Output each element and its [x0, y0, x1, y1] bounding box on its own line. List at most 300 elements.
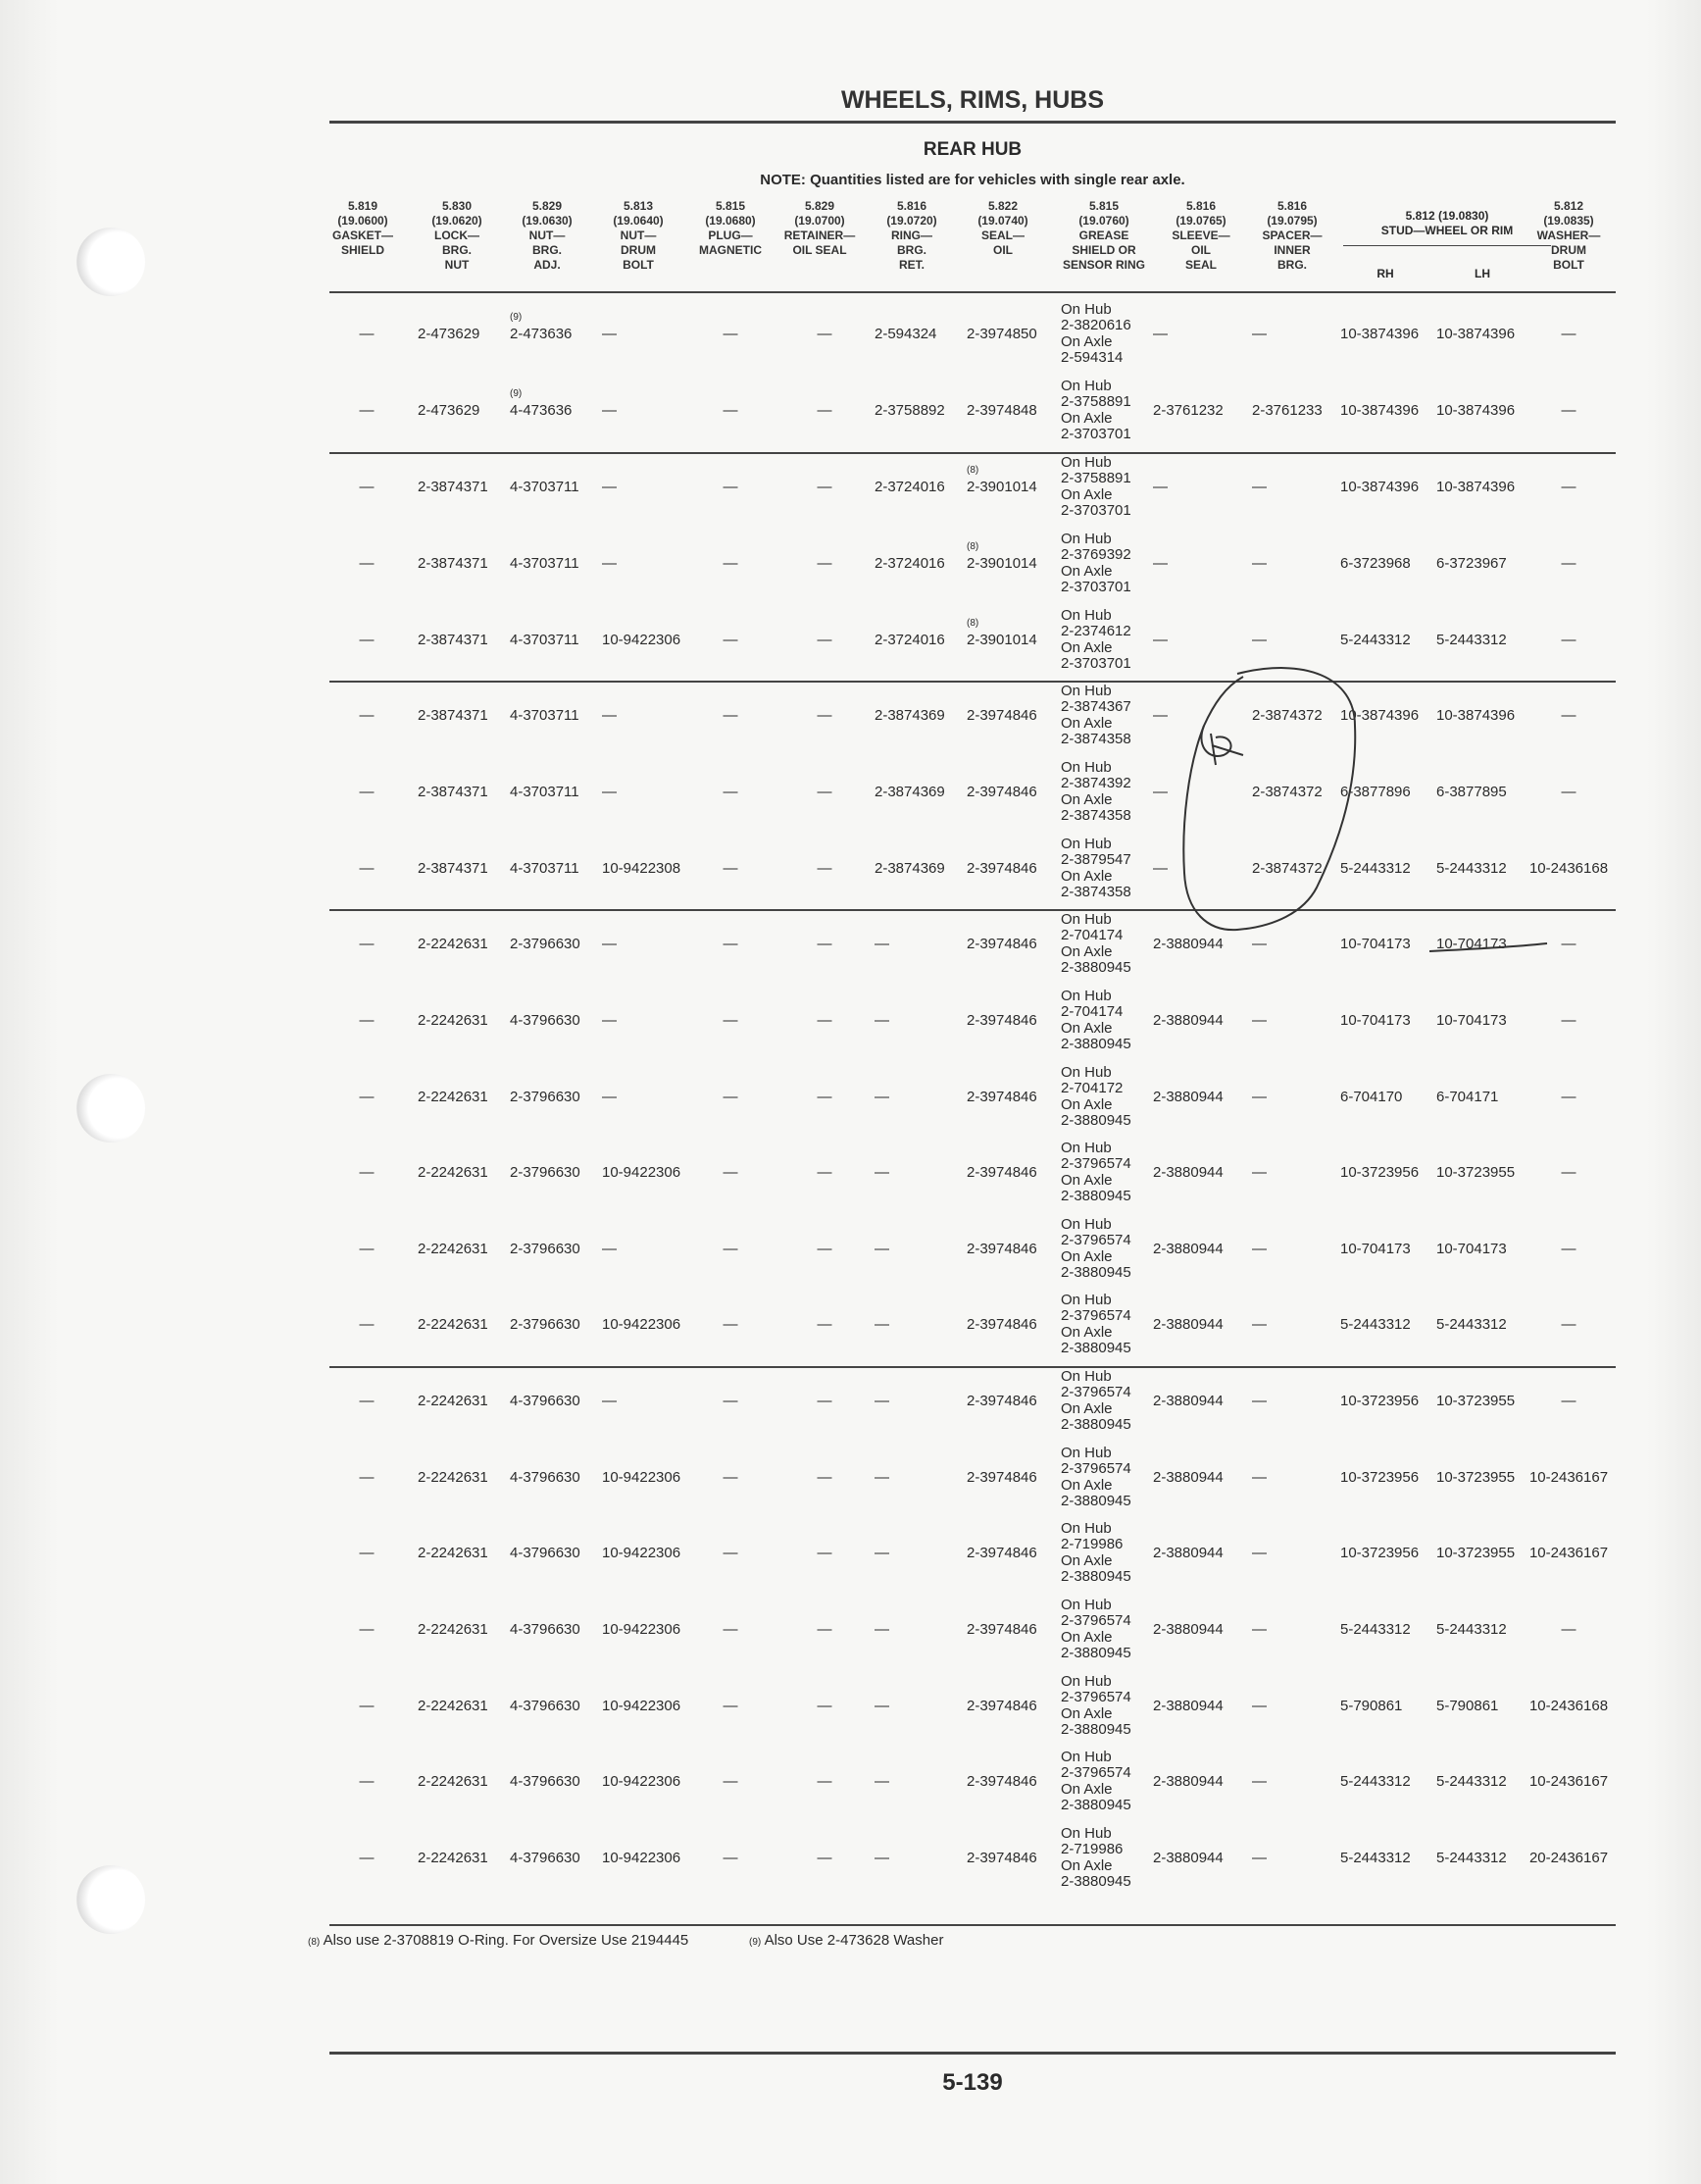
column-header-line: 5.815: [715, 199, 746, 213]
on-hub-label: On Hub: [1061, 1673, 1112, 1690]
cell-spacer: —: [1252, 1469, 1267, 1486]
cell-rh: 10-3723956: [1340, 1469, 1420, 1486]
cell-seal: 2-3974846: [967, 1316, 1037, 1333]
column-header-line: LOCK—: [434, 229, 479, 242]
cell-rh: 5-2443312: [1340, 1850, 1411, 1866]
cell-sleeve: 2-3880944: [1153, 1393, 1224, 1409]
cell-nut-adj: 4-3796630: [510, 1469, 580, 1486]
cell-ring: —: [875, 1316, 889, 1333]
cell-lh: 10-3723955: [1436, 1469, 1516, 1486]
column-header-line: 5.822: [987, 199, 1019, 213]
cell-plug: —: [723, 402, 738, 419]
column-header-line: BRG.: [442, 243, 472, 257]
grease-axle-part: 2-3874358: [1061, 884, 1131, 901]
column-header-line: (19.0680): [705, 214, 756, 228]
grease-hub-part: 2-719986: [1061, 1841, 1124, 1858]
cell-lh: 5-2443312: [1436, 1621, 1507, 1638]
cell-spacer: —: [1252, 1698, 1267, 1714]
cell-seal: 2-3974846: [967, 1164, 1037, 1181]
cell-washer: —: [1561, 479, 1576, 495]
cell-lh: 10-3874396: [1436, 479, 1516, 495]
grease-axle-part: 2-3703701: [1061, 655, 1131, 673]
cell-spacer: —: [1252, 1545, 1267, 1561]
on-axle-label: On Axle: [1061, 1704, 1113, 1722]
column-header-line: ADJ.: [533, 258, 561, 272]
cell-nut-adj: 4-3703711: [510, 860, 579, 877]
column-header-line: 5.813: [623, 199, 654, 213]
on-axle-label: On Axle: [1061, 409, 1113, 427]
cell-locknut: 2-3874371: [418, 784, 488, 800]
cell-ring: —: [875, 1469, 889, 1486]
column-header-line: 5.816: [1185, 199, 1217, 213]
cell-washer: 20-2436167: [1528, 1850, 1609, 1866]
column-header-line: GASKET—: [331, 229, 393, 242]
cell-rh: 5-2443312: [1340, 1621, 1411, 1638]
column-header-line: RET.: [898, 258, 925, 272]
on-hub-label: On Hub: [1061, 759, 1112, 776]
grease-axle-part: 2-594314: [1061, 349, 1124, 367]
cell-ring: —: [875, 1393, 889, 1409]
column-header-line: BRG.: [1277, 258, 1307, 272]
grease-axle-part: 2-3880945: [1061, 1264, 1131, 1282]
cell-spacer: 2-3874372: [1252, 707, 1323, 724]
cell-locknut: 2-3874371: [418, 632, 488, 648]
cell-ring: 2-3874369: [875, 784, 945, 800]
cell-seal: 2-3974846: [967, 1545, 1037, 1561]
cell-sleeve: 2-3880944: [1153, 936, 1224, 952]
cell-retainer: —: [817, 402, 832, 419]
grease-axle-part: 2-3880945: [1061, 1188, 1131, 1205]
column-header-line: DRUM: [621, 243, 656, 257]
cell-plug: —: [723, 1773, 738, 1790]
cell-nut-adj: 2-3796630: [510, 1089, 580, 1105]
cell-washer: —: [1561, 1012, 1576, 1029]
cell-washer: —: [1561, 1621, 1576, 1638]
cell-rh: 10-3874396: [1340, 707, 1420, 724]
cell-rh: 10-3874396: [1340, 402, 1420, 419]
column-header-line: (19.0765): [1176, 214, 1226, 228]
cell-washer: 10-2436167: [1528, 1469, 1609, 1486]
cell-seal: 2-3974846: [967, 784, 1037, 800]
cell-retainer: —: [817, 555, 832, 572]
cell-spacer: —: [1252, 479, 1267, 495]
cell-plug: —: [723, 1393, 738, 1409]
cell-washer: 10-2436168: [1528, 1698, 1609, 1714]
cell-sleeve: —: [1153, 707, 1168, 724]
cell-gasket: —: [359, 1469, 375, 1486]
cell-locknut: 2-2242631: [418, 936, 488, 952]
cell-nut-adj: 4-3796630: [510, 1773, 580, 1790]
cell-retainer: —: [817, 1621, 832, 1638]
on-axle-label: On Axle: [1061, 638, 1113, 656]
cell-nut-adj: 4-3796630: [510, 1698, 580, 1714]
cell-nut-drum: —: [602, 1241, 617, 1257]
grease-hub-part: 2-704174: [1061, 927, 1124, 944]
cell-locknut: 2-2242631: [418, 1393, 488, 1409]
cell-retainer: —: [817, 1469, 832, 1486]
cell-sleeve: 2-3880944: [1153, 1469, 1224, 1486]
cell-washer: 10-2436167: [1528, 1545, 1609, 1561]
cell-ring: —: [875, 936, 889, 952]
grease-axle-part: 2-3880945: [1061, 1416, 1131, 1434]
page-title: WHEELS, RIMS, HUBS: [840, 86, 1105, 114]
cell-gasket: —: [359, 632, 375, 648]
cell-nut-adj: 2-473636: [510, 326, 573, 342]
cell-retainer: —: [817, 860, 832, 877]
on-axle-label: On Axle: [1061, 1247, 1113, 1265]
cell-retainer: —: [817, 707, 832, 724]
cell-rh: 10-3874396: [1340, 326, 1420, 342]
cell-rh: 6-3723968: [1340, 555, 1411, 572]
cell-plug: —: [723, 1698, 738, 1714]
cell-sleeve: 2-3880944: [1153, 1773, 1224, 1790]
column-header-line: (19.0835): [1543, 214, 1594, 228]
cell-nut-drum: —: [602, 784, 617, 800]
grease-hub-part: 2-3796574: [1061, 1689, 1131, 1706]
footnote-text: Also Use 2-473628 Washer: [764, 1932, 944, 1949]
rh-header: RH: [1376, 267, 1394, 280]
cell-ring: —: [875, 1545, 889, 1561]
cell-ring: 2-3724016: [875, 632, 945, 648]
grease-hub-part: 2-3796574: [1061, 1232, 1131, 1249]
cell-seal: 2-3901014: [967, 479, 1037, 495]
cell-washer: —: [1561, 326, 1576, 342]
cell-locknut: 2-2242631: [418, 1012, 488, 1029]
footnote-mark: (8): [308, 1937, 321, 1948]
cell-plug: —: [723, 860, 738, 877]
grease-hub-part: 2-704172: [1061, 1080, 1124, 1097]
seal-footnote-mark: (8): [967, 618, 979, 629]
cell-plug: —: [723, 1469, 738, 1486]
cell-ring: —: [875, 1850, 889, 1866]
cell-washer: —: [1561, 555, 1576, 572]
grease-axle-part: 2-3880945: [1061, 1036, 1131, 1053]
cell-washer: —: [1561, 936, 1576, 952]
cell-ring: —: [875, 1164, 889, 1181]
cell-lh: 10-704173: [1436, 1241, 1507, 1257]
cell-sleeve: —: [1153, 860, 1168, 877]
cell-seal: 2-3974846: [967, 1850, 1037, 1866]
stud-header-line: 5.812 (19.0830): [1405, 209, 1489, 223]
cell-retainer: —: [817, 1316, 832, 1333]
cell-lh: 10-704173: [1436, 936, 1507, 952]
cell-nut-adj: 4-3703711: [510, 479, 579, 495]
on-axle-label: On Axle: [1061, 1856, 1113, 1874]
cell-spacer: 2-3761233: [1252, 402, 1323, 419]
column-header-line: OIL: [993, 243, 1013, 257]
cell-locknut: 2-2242631: [418, 1316, 488, 1333]
cell-plug: —: [723, 1012, 738, 1029]
cell-plug: —: [723, 1621, 738, 1638]
section-title: REAR HUB: [923, 139, 1023, 160]
on-axle-label: On Axle: [1061, 485, 1113, 503]
cell-locknut: 2-473629: [418, 402, 480, 419]
cell-seal: 2-3974846: [967, 1012, 1037, 1029]
cell-lh: 5-2443312: [1436, 1850, 1507, 1866]
column-header-line: SEAL: [1184, 258, 1217, 272]
cell-rh: 10-704173: [1340, 1012, 1411, 1029]
cell-sleeve: 2-3880944: [1153, 1164, 1224, 1181]
cell-rh: 5-790861: [1340, 1698, 1403, 1714]
cell-retainer: —: [817, 936, 832, 952]
cell-retainer: —: [817, 784, 832, 800]
cell-ring: 2-3724016: [875, 479, 945, 495]
cell-plug: —: [723, 1241, 738, 1257]
column-header-line: 5.830: [441, 199, 473, 213]
grease-hub-part: 2-2374612: [1061, 623, 1131, 640]
cell-lh: 10-3723955: [1436, 1545, 1516, 1561]
cell-spacer: —: [1252, 326, 1267, 342]
column-header-line: SEAL—: [980, 229, 1025, 242]
cell-seal: 2-3974850: [967, 326, 1037, 342]
on-hub-label: On Hub: [1061, 836, 1112, 852]
cell-rh: 5-2443312: [1340, 632, 1411, 648]
cell-seal: 2-3901014: [967, 555, 1037, 572]
cell-locknut: 2-2242631: [418, 1089, 488, 1105]
cell-lh: 10-3874396: [1436, 707, 1516, 724]
cell-sleeve: —: [1153, 784, 1168, 800]
footnote-mark: (9): [749, 1937, 762, 1948]
cell-nut-adj: 4-3703711: [510, 707, 579, 724]
cell-ring: 2-3758892: [875, 402, 945, 419]
on-axle-label: On Axle: [1061, 790, 1113, 808]
cell-sleeve: 2-3880944: [1153, 1850, 1224, 1866]
on-hub-label: On Hub: [1061, 1216, 1112, 1233]
cell-lh: 6-3877895: [1436, 784, 1507, 800]
cell-gasket: —: [359, 402, 375, 419]
seal-footnote-mark: (8): [967, 465, 979, 476]
cell-lh: 5-2443312: [1436, 1773, 1507, 1790]
column-header-line: OIL: [1191, 243, 1211, 257]
column-header-line: (19.0700): [794, 214, 845, 228]
cell-spacer: 2-3874372: [1252, 860, 1323, 877]
cell-sleeve: 2-3880944: [1153, 1698, 1224, 1714]
cell-gasket: —: [359, 1241, 375, 1257]
column-header-line: 5.819: [347, 199, 378, 213]
column-header-line: (19.0620): [431, 214, 482, 228]
cell-nut-drum: —: [602, 707, 617, 724]
on-hub-label: On Hub: [1061, 1749, 1112, 1765]
cell-locknut: 2-2242631: [418, 1698, 488, 1714]
on-hub-label: On Hub: [1061, 1445, 1112, 1461]
cell-lh: 5-2443312: [1436, 860, 1507, 877]
grease-hub-part: 2-3796574: [1061, 1307, 1131, 1325]
cell-ring: —: [875, 1012, 889, 1029]
column-header-line: (19.0600): [337, 214, 388, 228]
on-hub-label: On Hub: [1061, 1597, 1112, 1613]
cell-nut-drum: 10-9422308: [602, 860, 681, 877]
column-header-line: PLUG—: [708, 229, 753, 242]
column-header-line: WASHER—: [1536, 229, 1601, 242]
cell-locknut: 2-2242631: [418, 1773, 488, 1790]
grease-axle-part: 2-3880945: [1061, 1721, 1131, 1739]
cell-nut-drum: —: [602, 479, 617, 495]
cell-rh: 6-3877896: [1340, 784, 1411, 800]
on-axle-label: On Axle: [1061, 714, 1113, 732]
column-header-line: DRUM: [1551, 243, 1586, 257]
cell-nut-drum: —: [602, 1393, 617, 1409]
cell-sleeve: 2-3880944: [1153, 1012, 1224, 1029]
cell-locknut: 2-2242631: [418, 1850, 488, 1866]
column-header-line: (19.0630): [522, 214, 573, 228]
cell-nut-drum: —: [602, 402, 617, 419]
on-axle-label: On Axle: [1061, 1019, 1113, 1037]
on-hub-label: On Hub: [1061, 988, 1112, 1004]
grease-hub-part: 2-704174: [1061, 1003, 1124, 1021]
cell-sleeve: —: [1153, 555, 1168, 572]
on-axle-label: On Axle: [1061, 1323, 1113, 1341]
cell-rh: 10-3874396: [1340, 479, 1420, 495]
cell-nut-adj: 4-3796630: [510, 1621, 580, 1638]
cell-washer: 10-2436167: [1528, 1773, 1609, 1790]
cell-rh: 10-704173: [1340, 1241, 1411, 1257]
grease-hub-part: 2-3796574: [1061, 1612, 1131, 1630]
cell-ring: —: [875, 1621, 889, 1638]
column-header-line: 5.812: [1553, 199, 1584, 213]
cell-retainer: —: [817, 326, 832, 342]
cell-seal: 2-3974848: [967, 402, 1037, 419]
cell-ring: 2-3874369: [875, 707, 945, 724]
cell-locknut: 2-473629: [418, 326, 480, 342]
column-header-line: (19.0760): [1078, 214, 1129, 228]
cell-washer: —: [1561, 1241, 1576, 1257]
cell-locknut: 2-3874371: [418, 479, 488, 495]
cell-washer: —: [1561, 632, 1576, 648]
cell-gasket: —: [359, 784, 375, 800]
cell-spacer: —: [1252, 1241, 1267, 1257]
grease-axle-part: 2-3880945: [1061, 1340, 1131, 1357]
grease-hub-part: 2-3796574: [1061, 1460, 1131, 1478]
grease-hub-part: 2-3796574: [1061, 1155, 1131, 1173]
cell-washer: —: [1561, 707, 1576, 724]
on-axle-label: On Axle: [1061, 1780, 1113, 1798]
cell-gasket: —: [359, 1164, 375, 1181]
seal-footnote-mark: (8): [967, 541, 979, 552]
cell-nut-drum: —: [602, 1089, 617, 1105]
cell-nut-adj: 4-3703711: [510, 632, 579, 648]
cell-gasket: —: [359, 479, 375, 495]
cell-washer: 10-2436168: [1528, 860, 1609, 877]
grease-hub-part: 2-3879547: [1061, 851, 1131, 869]
column-header-line: SENSOR RING: [1062, 258, 1145, 272]
cell-spacer: —: [1252, 1393, 1267, 1409]
cell-plug: —: [723, 1089, 738, 1105]
column-header-line: (19.0795): [1267, 214, 1318, 228]
column-header-line: SPACER—: [1262, 229, 1323, 242]
column-header-line: BOLT: [1553, 258, 1584, 272]
cell-gasket: —: [359, 1773, 375, 1790]
column-header-line: MAGNETIC: [699, 243, 762, 257]
column-header-line: SHIELD: [340, 243, 384, 257]
cell-plug: —: [723, 936, 738, 952]
on-hub-label: On Hub: [1061, 301, 1112, 318]
grease-axle-part: 2-3874358: [1061, 731, 1131, 748]
cell-seal: 2-3901014: [967, 632, 1037, 648]
cell-gasket: —: [359, 555, 375, 572]
cell-gasket: —: [359, 1393, 375, 1409]
column-header-line: RETAINER—: [783, 229, 856, 242]
stud-header-line: STUD—WHEEL OR RIM: [1380, 224, 1514, 237]
section-note: NOTE: Quantities listed are for vehicles with single rear axle.: [760, 172, 1185, 188]
cell-ring: —: [875, 1698, 889, 1714]
cell-nut-adj: 4-3703711: [510, 555, 579, 572]
cell-gasket: —: [359, 1012, 375, 1029]
cell-ring: 2-3874369: [875, 860, 945, 877]
grease-hub-part: 2-3874392: [1061, 775, 1131, 792]
grease-hub-part: 2-3820616: [1061, 317, 1131, 334]
grease-axle-part: 2-3703701: [1061, 579, 1131, 596]
cell-sleeve: 2-3880944: [1153, 1621, 1224, 1638]
on-axle-label: On Axle: [1061, 942, 1113, 960]
on-hub-label: On Hub: [1061, 1064, 1112, 1081]
on-axle-label: On Axle: [1061, 1399, 1113, 1417]
cell-retainer: —: [817, 479, 832, 495]
grease-hub-part: 2-3758891: [1061, 470, 1131, 487]
cell-gasket: —: [359, 1316, 375, 1333]
grease-axle-part: 2-3703701: [1061, 502, 1131, 520]
cell-nut-adj: 4-3796630: [510, 1545, 580, 1561]
cell-seal: 2-3974846: [967, 860, 1037, 877]
adj-footnote-mark: (9): [510, 312, 523, 323]
cell-nut-adj: 4-473636: [510, 402, 573, 419]
cell-seal: 2-3974846: [967, 1089, 1037, 1105]
cell-seal: 2-3974846: [967, 1241, 1037, 1257]
cell-ring: —: [875, 1089, 889, 1105]
cell-retainer: —: [817, 1698, 832, 1714]
cell-retainer: —: [817, 1164, 832, 1181]
column-header-line: (19.0640): [613, 214, 664, 228]
cell-plug: —: [723, 632, 738, 648]
cell-gasket: —: [359, 326, 375, 342]
cell-spacer: —: [1252, 936, 1267, 952]
cell-spacer: —: [1252, 632, 1267, 648]
column-header-line: 5.816: [1276, 199, 1308, 213]
cell-gasket: —: [359, 707, 375, 724]
column-header-line: NUT—: [620, 229, 657, 242]
cell-spacer: 2-3874372: [1252, 784, 1323, 800]
column-header-line: 5.816: [896, 199, 927, 213]
on-hub-label: On Hub: [1061, 1292, 1112, 1308]
adj-footnote-mark: (9): [510, 388, 523, 399]
cell-nut-drum: 10-9422306: [602, 1621, 681, 1638]
grease-hub-part: 2-3769392: [1061, 546, 1131, 564]
cell-seal: 2-3974846: [967, 1393, 1037, 1409]
grease-axle-part: 2-3880945: [1061, 959, 1131, 977]
cell-seal: 2-3974846: [967, 1469, 1037, 1486]
cell-gasket: —: [359, 1850, 375, 1866]
grease-hub-part: 2-3796574: [1061, 1384, 1131, 1401]
cell-seal: 2-3974846: [967, 707, 1037, 724]
on-hub-label: On Hub: [1061, 607, 1112, 624]
cell-rh: 5-2443312: [1340, 860, 1411, 877]
cell-nut-drum: —: [602, 1012, 617, 1029]
cell-locknut: 2-2242631: [418, 1241, 488, 1257]
column-header-line: 5.815: [1088, 199, 1120, 213]
grease-axle-part: 2-3880945: [1061, 1493, 1131, 1510]
cell-nut-adj: 4-3796630: [510, 1012, 580, 1029]
cell-washer: —: [1561, 1164, 1576, 1181]
cell-nut-drum: —: [602, 936, 617, 952]
cell-nut-drum: 10-9422306: [602, 1545, 681, 1561]
on-hub-label: On Hub: [1061, 911, 1112, 928]
cell-sleeve: —: [1153, 632, 1168, 648]
cell-plug: —: [723, 479, 738, 495]
cell-locknut: 2-3874371: [418, 707, 488, 724]
column-header-line: SHIELD OR: [1072, 243, 1136, 257]
cell-rh: 10-704173: [1340, 936, 1411, 952]
cell-sleeve: 2-3880944: [1153, 1089, 1224, 1105]
cell-spacer: —: [1252, 1621, 1267, 1638]
